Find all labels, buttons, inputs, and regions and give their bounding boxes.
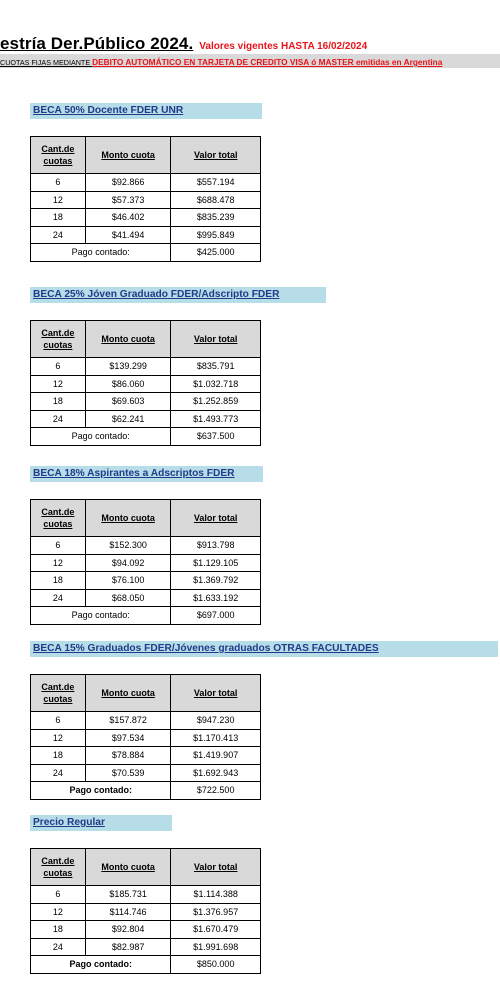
cell-total: $835.239 bbox=[171, 209, 261, 227]
price-table bbox=[30, 136, 261, 262]
table-row bbox=[31, 191, 261, 209]
table-header-row bbox=[31, 137, 261, 174]
table-row bbox=[31, 375, 261, 393]
table-row bbox=[31, 712, 261, 730]
cell-cuotas: 18 bbox=[31, 393, 86, 411]
cash-payment-label: Pago contado: bbox=[31, 244, 171, 262]
section-beca-50 bbox=[30, 103, 262, 262]
cell-monto: $157.872 bbox=[85, 712, 171, 730]
cash-payment-label: Pago contado: bbox=[31, 607, 171, 625]
cash-payment-label: Pago contado: bbox=[31, 956, 171, 974]
cell-total: $1.032.718 bbox=[171, 375, 261, 393]
column-header-monto: Monto cuota bbox=[85, 675, 171, 712]
cell-total: $1.419.907 bbox=[171, 747, 261, 765]
cell-cuotas: 18 bbox=[31, 747, 86, 765]
cell-cuotas: 24 bbox=[31, 226, 86, 244]
column-header-total: Valor total bbox=[171, 500, 261, 537]
column-header-cuotas: Cant.de cuotas bbox=[31, 321, 86, 358]
column-header-cuotas: Cant.de cuotas bbox=[31, 137, 86, 174]
cell-total: $1.692.943 bbox=[171, 764, 261, 782]
table-row bbox=[31, 410, 261, 428]
cash-payment-row bbox=[31, 782, 261, 800]
section-beca-25 bbox=[30, 287, 326, 446]
cell-monto: $41.494 bbox=[85, 226, 171, 244]
column-header-cuotas: Cant.de cuotas bbox=[31, 849, 86, 886]
table-row bbox=[31, 589, 261, 607]
cell-total: $688.478 bbox=[171, 191, 261, 209]
validity-note: Valores vigentes HASTA 16/02/2024 bbox=[199, 41, 368, 52]
cell-total: $1.633.192 bbox=[171, 589, 261, 607]
table-row bbox=[31, 537, 261, 555]
payment-method-detail: DEBITO AUTOMÁTICO EN TARJETA DE CREDITO VISA ó MASTER emitidas en Argentina bbox=[92, 57, 443, 67]
table-row bbox=[31, 572, 261, 590]
column-header-monto: Monto cuota bbox=[85, 137, 171, 174]
cash-payment-row bbox=[31, 428, 261, 446]
cell-cuotas: 12 bbox=[31, 375, 86, 393]
cell-total: $995.849 bbox=[171, 226, 261, 244]
cell-cuotas: 12 bbox=[31, 191, 86, 209]
page-title: estría Der.Público 2024. bbox=[0, 34, 194, 53]
cell-cuotas: 12 bbox=[31, 554, 86, 572]
cell-monto: $62.241 bbox=[85, 410, 171, 428]
table-row bbox=[31, 209, 261, 227]
cash-payment-row bbox=[31, 956, 261, 974]
cell-monto: $82.987 bbox=[85, 938, 171, 956]
cell-monto: $70.539 bbox=[85, 764, 171, 782]
table-row bbox=[31, 174, 261, 192]
cell-cuotas: 6 bbox=[31, 358, 86, 376]
cell-total: $1.369.792 bbox=[171, 572, 261, 590]
table-row bbox=[31, 554, 261, 572]
cell-monto: $76.100 bbox=[85, 572, 171, 590]
column-header-total: Valor total bbox=[171, 849, 261, 886]
section-title: Precio Regular bbox=[30, 815, 172, 831]
table-header-row bbox=[31, 321, 261, 358]
cash-payment-value: $425.000 bbox=[171, 244, 261, 262]
cell-cuotas: 12 bbox=[31, 903, 86, 921]
cash-payment-label: Pago contado: bbox=[31, 782, 171, 800]
section-title: BECA 18% Aspirantes a Adscriptos FDER bbox=[30, 466, 263, 482]
title-row bbox=[0, 34, 367, 54]
cell-total: $913.798 bbox=[171, 537, 261, 555]
cell-monto: $92.804 bbox=[85, 921, 171, 939]
table-header-row bbox=[31, 675, 261, 712]
cell-cuotas: 6 bbox=[31, 712, 86, 730]
cell-monto: $185.731 bbox=[85, 886, 171, 904]
cash-payment-value: $722.500 bbox=[171, 782, 261, 800]
cell-cuotas: 24 bbox=[31, 938, 86, 956]
section-title: BECA 25% Jóven Graduado FDER/Adscripto FDER bbox=[30, 287, 326, 303]
cash-payment-label: Pago contado: bbox=[31, 428, 171, 446]
cell-monto: $68.050 bbox=[85, 589, 171, 607]
column-header-monto: Monto cuota bbox=[85, 849, 171, 886]
cell-total: $1.252.859 bbox=[171, 393, 261, 411]
cell-cuotas: 18 bbox=[31, 209, 86, 227]
cell-cuotas: 24 bbox=[31, 589, 86, 607]
cell-monto: $97.534 bbox=[85, 729, 171, 747]
cell-monto: $46.402 bbox=[85, 209, 171, 227]
column-header-cuotas: Cant.de cuotas bbox=[31, 500, 86, 537]
cell-cuotas: 6 bbox=[31, 537, 86, 555]
cell-total: $1.991.698 bbox=[171, 938, 261, 956]
column-header-monto: Monto cuota bbox=[85, 321, 171, 358]
cell-monto: $69.603 bbox=[85, 393, 171, 411]
cell-monto: $94.092 bbox=[85, 554, 171, 572]
column-header-total: Valor total bbox=[171, 137, 261, 174]
column-header-total: Valor total bbox=[171, 321, 261, 358]
cell-monto: $114.746 bbox=[85, 903, 171, 921]
cell-total: $835.791 bbox=[171, 358, 261, 376]
cell-cuotas: 12 bbox=[31, 729, 86, 747]
price-table bbox=[30, 674, 261, 800]
cell-total: $1.114.388 bbox=[171, 886, 261, 904]
column-header-monto: Monto cuota bbox=[85, 500, 171, 537]
table-row bbox=[31, 938, 261, 956]
cell-monto: $152.300 bbox=[85, 537, 171, 555]
section-beca-15 bbox=[30, 641, 498, 800]
column-header-total: Valor total bbox=[171, 675, 261, 712]
table-row bbox=[31, 921, 261, 939]
cell-cuotas: 24 bbox=[31, 764, 86, 782]
cash-payment-row bbox=[31, 607, 261, 625]
section-beca-18 bbox=[30, 466, 263, 625]
cell-total: $1.493.773 bbox=[171, 410, 261, 428]
cell-monto: $92.866 bbox=[85, 174, 171, 192]
price-table bbox=[30, 320, 261, 446]
price-table bbox=[30, 499, 261, 625]
price-table bbox=[30, 848, 261, 974]
table-row bbox=[31, 903, 261, 921]
table-row bbox=[31, 358, 261, 376]
cell-monto: $86.060 bbox=[85, 375, 171, 393]
cell-cuotas: 6 bbox=[31, 174, 86, 192]
table-header-row bbox=[31, 500, 261, 537]
cash-payment-row bbox=[31, 244, 261, 262]
section-title: BECA 15% Graduados FDER/Jóvenes graduados OTRAS FACULTADES bbox=[30, 641, 498, 657]
cell-monto: $78.884 bbox=[85, 747, 171, 765]
cell-total: $557.194 bbox=[171, 174, 261, 192]
cell-total: $1.670.479 bbox=[171, 921, 261, 939]
table-row bbox=[31, 226, 261, 244]
cell-total: $947.230 bbox=[171, 712, 261, 730]
cell-total: $1.170.413 bbox=[171, 729, 261, 747]
table-row bbox=[31, 764, 261, 782]
table-row bbox=[31, 393, 261, 411]
cash-payment-value: $850.000 bbox=[171, 956, 261, 974]
cell-cuotas: 18 bbox=[31, 572, 86, 590]
section-precio-regular bbox=[30, 815, 261, 974]
payment-method-prefix: CUOTAS FIJAS MEDIANTE bbox=[0, 58, 93, 67]
table-row bbox=[31, 747, 261, 765]
column-header-cuotas: Cant.de cuotas bbox=[31, 675, 86, 712]
payment-method-banner bbox=[0, 54, 500, 68]
cash-payment-value: $697.000 bbox=[171, 607, 261, 625]
table-row bbox=[31, 729, 261, 747]
cell-total: $1.129.105 bbox=[171, 554, 261, 572]
cell-total: $1.376.957 bbox=[171, 903, 261, 921]
section-title: BECA 50% Docente FDER UNR bbox=[30, 103, 262, 119]
table-header-row bbox=[31, 849, 261, 886]
cell-cuotas: 18 bbox=[31, 921, 86, 939]
cell-monto: $57.373 bbox=[85, 191, 171, 209]
table-row bbox=[31, 886, 261, 904]
cell-cuotas: 24 bbox=[31, 410, 86, 428]
cell-cuotas: 6 bbox=[31, 886, 86, 904]
cell-monto: $139.299 bbox=[85, 358, 171, 376]
cash-payment-value: $637.500 bbox=[171, 428, 261, 446]
